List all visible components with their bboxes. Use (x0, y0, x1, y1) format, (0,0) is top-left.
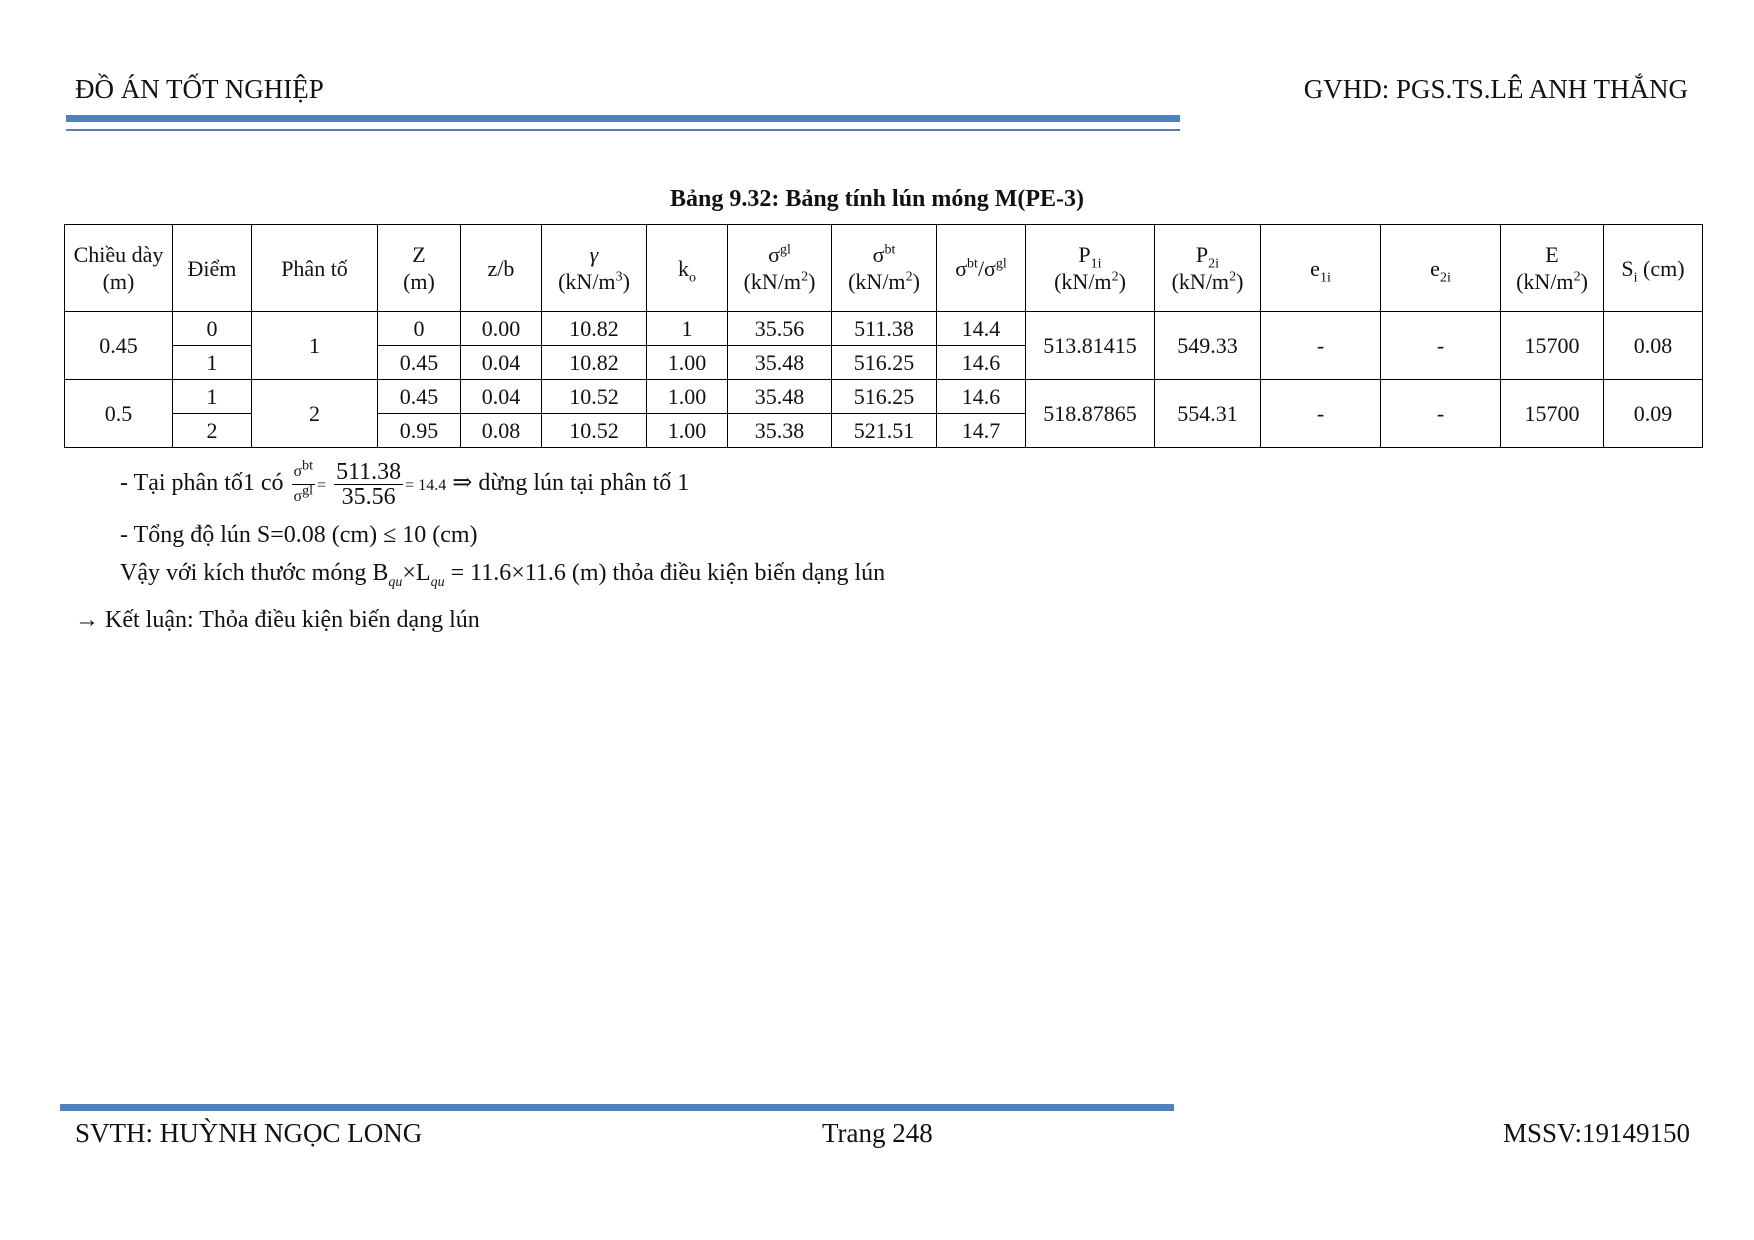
cell-point: 1 (173, 380, 252, 414)
cell-thickness: 0.45 (65, 312, 173, 380)
table-row (65, 380, 1703, 414)
cell-z: 0.95 (378, 414, 461, 448)
cell-element: 1 (252, 312, 378, 380)
note-stop-result: = 14.4 (405, 477, 447, 495)
col-sigma-bt: $\sigma^{bt}$ $(kN/m^2)$ (832, 225, 937, 312)
cell-z: 0 (378, 312, 461, 346)
cell-e2: - (1381, 380, 1501, 448)
cell-point: 2 (173, 414, 252, 448)
cell-p1: 518.87865 (1026, 380, 1155, 448)
cell-ko: 1.00 (647, 346, 728, 380)
note-size-prefix: Vậy với kích thước móng (120, 560, 367, 586)
cell-gamma: 10.82 (542, 312, 647, 346)
note-foundation-size: Vậy với kích thước móng $B_{qu}\times L_{qu} = 11.6\times 11.6$ (m) thỏa điều kiện biến dạng lún (120, 560, 886, 590)
col-p1: $P_{1i}$ $(kN/m^2)$ (1026, 225, 1155, 312)
footer-page-number: Trang 248 (822, 1118, 933, 1148)
col-e1: $e_{1i}$ (1261, 225, 1381, 312)
note-size-suffix: thỏa điều kiện biến dạng lún (612, 560, 886, 586)
cell-zb: 0.00 (461, 312, 542, 346)
cell-sigma-bt: 516.25 (832, 346, 937, 380)
header-rule-thin (66, 129, 1180, 131)
cell-gamma: 10.52 (542, 380, 647, 414)
cell-e2: - (1381, 312, 1501, 380)
cell-sigma-gl: 35.48 (728, 380, 832, 414)
cell-gamma: 10.52 (542, 414, 647, 448)
footer-student-id: MSSV:19149150 (1502, 1118, 1690, 1148)
cell-modulus: 15700 (1501, 312, 1604, 380)
cell-z: 0.45 (378, 380, 461, 414)
cell-ko: 1.00 (647, 414, 728, 448)
header-left-title: ĐỒ ÁN TỐT NGHIỆP (75, 74, 324, 104)
header-rule-thick (66, 115, 1180, 122)
note-stop-suffix: ⇒ dừng lún tại phân tố 1 (452, 470, 690, 497)
cell-point: 0 (173, 312, 252, 346)
cell-zb: 0.04 (461, 346, 542, 380)
footer-rule (60, 1104, 1174, 1111)
cell-sigma-gl: 35.38 (728, 414, 832, 448)
footer-student: SVTH: HUỲNH NGỌC LONG (75, 1118, 423, 1148)
cell-sigma-bt: 521.51 (832, 414, 937, 448)
cell-e1: - (1261, 380, 1381, 448)
cell-zb: 0.08 (461, 414, 542, 448)
cell-sigma-gl: 35.48 (728, 346, 832, 380)
cell-thickness: 0.5 (65, 380, 173, 448)
col-gamma: γ $(kN/m^3)$ (542, 225, 647, 312)
cell-si: 0.08 (1604, 312, 1703, 380)
value-fraction: $\frac{511.38}{35.56}$ (336, 459, 402, 510)
cell-sigma-bt: 516.25 (832, 380, 937, 414)
sigma-ratio-fraction: $\frac{\sigma^{bt}}{\sigma^{gl}}$ (293, 458, 314, 505)
col-sigma-gl: $\sigma^{gl}$ $(kN/m^2)$ (728, 225, 832, 312)
cell-gamma: 10.82 (542, 346, 647, 380)
note-stop-prefix: - Tại phân tố1 có (120, 470, 284, 497)
cell-p1: 513.81415 (1026, 312, 1155, 380)
col-ratio: $\sigma^{bt}/\sigma^{gl}$ (937, 225, 1026, 312)
table-header-row (65, 225, 1703, 312)
cell-sigma-bt: 511.38 (832, 312, 937, 346)
cell-zb: 0.04 (461, 380, 542, 414)
cell-ratio: 14.4 (937, 312, 1026, 346)
col-point: Điểm (173, 225, 252, 312)
cell-ko: 1 (647, 312, 728, 346)
note-stop-condition: - Tại phân tố1 có $\frac{\sigma^{bt}}{\sigma^{gl}}$ = $\frac{511.38}{35.56}$ = 14.4 ⇒ dừng lún tại phân tố 1 (120, 458, 690, 510)
table-row (65, 312, 1703, 346)
col-si: $S_i$ (cm) (1604, 225, 1703, 312)
cell-modulus: 15700 (1501, 380, 1604, 448)
cell-ratio: 14.6 (937, 380, 1026, 414)
note-conclusion: → Kết luận: Thỏa điều kiện biến dạng lún (75, 607, 480, 633)
cell-sigma-gl: 35.56 (728, 312, 832, 346)
col-z: Z (m) (378, 225, 461, 312)
col-thickness: Chiều dày (m) (65, 225, 173, 312)
cell-e1: - (1261, 312, 1381, 380)
col-modulus: E $(kN/m^2)$ (1501, 225, 1604, 312)
cell-point: 1 (173, 346, 252, 380)
col-e2: $e_{2i}$ (1381, 225, 1501, 312)
col-ko: $k_o$ (647, 225, 728, 312)
cell-p2: 554.31 (1155, 380, 1261, 448)
header-right-supervisor: GVHD: PGS.TS.LÊ ANH THẮNG (1303, 74, 1688, 104)
cell-p2: 549.33 (1155, 312, 1261, 380)
cell-si: 0.09 (1604, 380, 1703, 448)
cell-ratio: 14.6 (937, 346, 1026, 380)
settlement-table (64, 224, 1703, 448)
note-total-settlement: - Tổng độ lún S=0.08 (cm) ≤ 10 (cm) (120, 522, 478, 548)
note-size-value: = 11.6×11.6 (m) (450, 560, 607, 586)
col-p2: $P_{2i}$ $(kN/m^2)$ (1155, 225, 1261, 312)
table-caption: Bảng 9.32: Bảng tính lún móng M(PE-3) (669, 186, 1085, 212)
col-zb: z/b (461, 225, 542, 312)
col-element: Phân tố (252, 225, 378, 312)
cell-ko: 1.00 (647, 380, 728, 414)
cell-element: 2 (252, 380, 378, 448)
cell-z: 0.45 (378, 346, 461, 380)
cell-ratio: 14.7 (937, 414, 1026, 448)
